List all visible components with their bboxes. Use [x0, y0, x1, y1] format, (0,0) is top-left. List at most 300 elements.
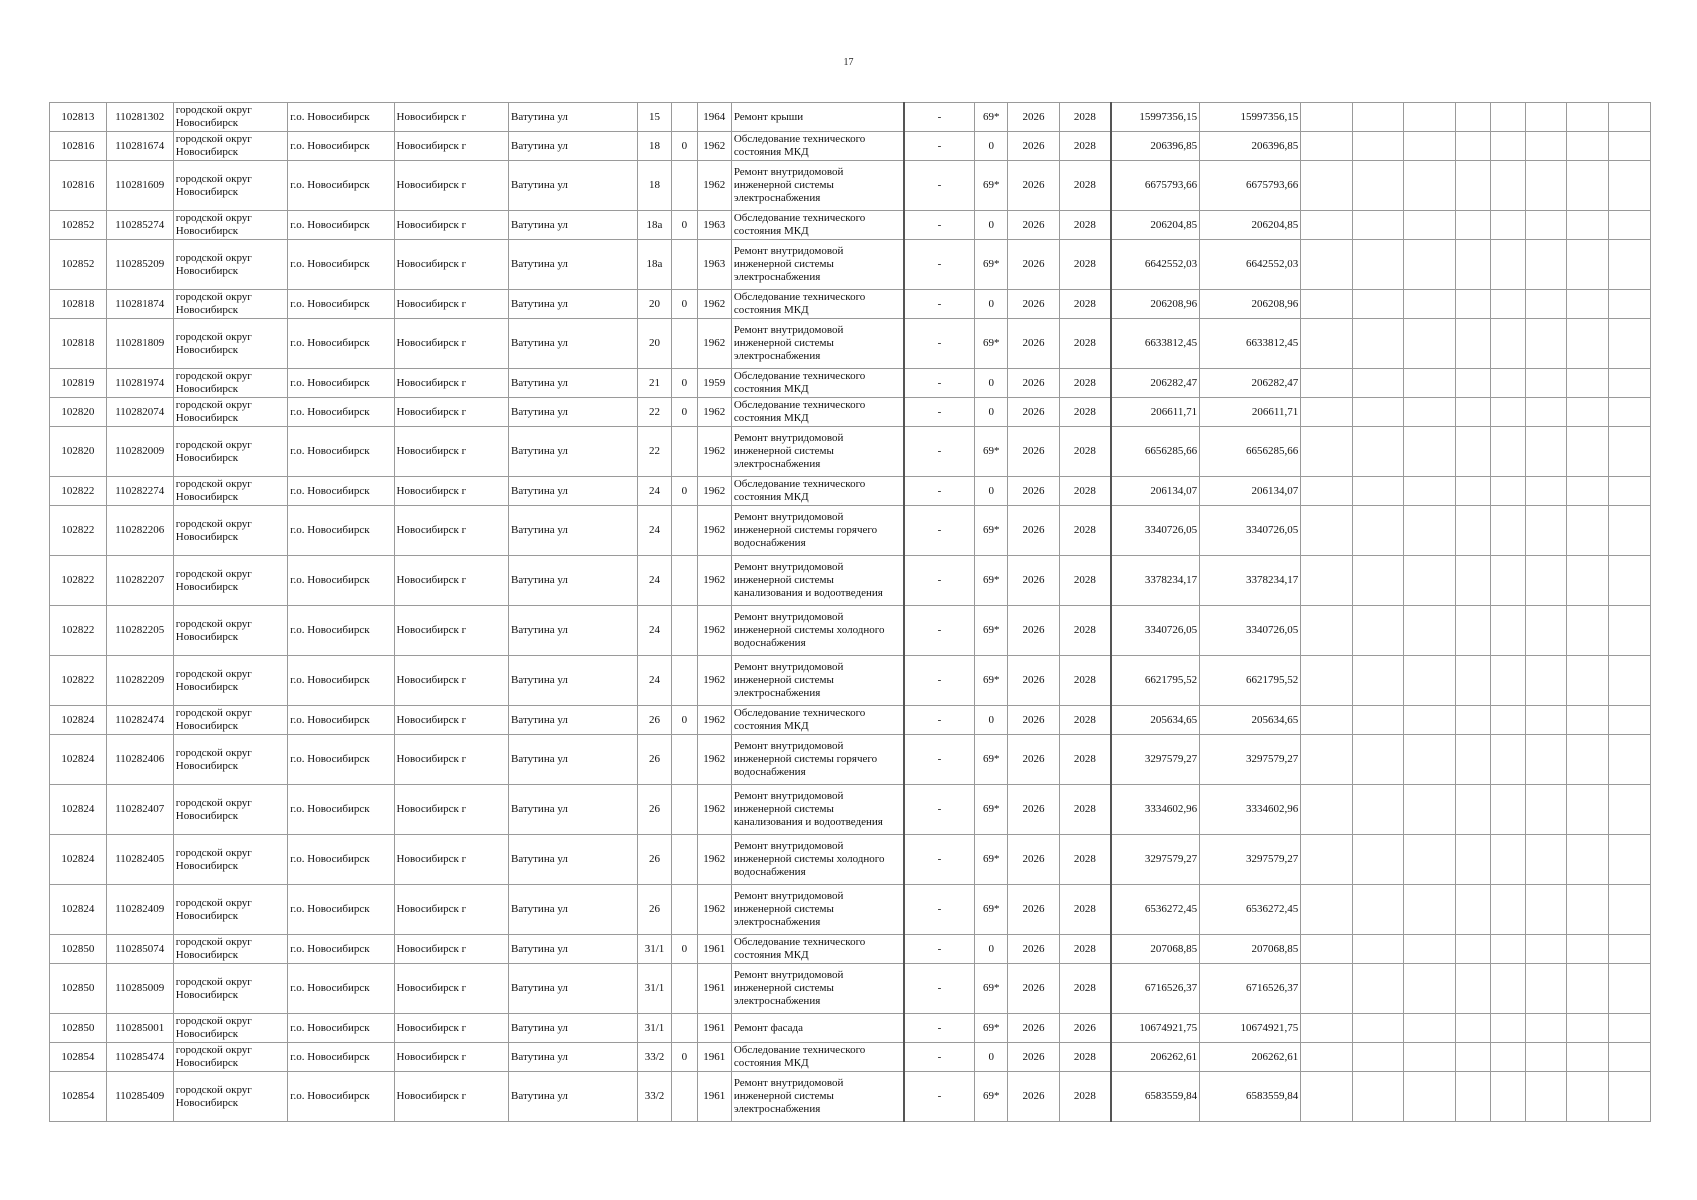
cell-building: [672, 1072, 698, 1122]
cell-empty: [1404, 319, 1456, 369]
cell-year: 1962: [697, 427, 731, 477]
cell-empty: [1491, 211, 1526, 240]
cell-empty: [1455, 427, 1490, 477]
cell-sum1: 6656285,66: [1111, 427, 1200, 477]
table-row: [50, 132, 1651, 161]
cell-sum1: 3378234,17: [1111, 556, 1200, 606]
cell-empty: [1301, 240, 1353, 290]
cell-empty: [1404, 606, 1456, 656]
cell-empty: [1526, 964, 1567, 1014]
cell-building: [672, 161, 698, 211]
cell-empty: [1526, 103, 1567, 132]
cell-municipality: г.о. Новосибирск: [288, 785, 394, 835]
cell-building: 0: [672, 935, 698, 964]
cell-empty: [1352, 656, 1404, 706]
cell-street: Ватутина ул: [509, 1072, 638, 1122]
cell-sum1: 206134,07: [1111, 477, 1200, 506]
cell-empty: [1301, 785, 1353, 835]
cell-empty: [1526, 556, 1567, 606]
cell-code: 110285274: [106, 211, 173, 240]
cell-house: 18а: [637, 240, 671, 290]
cell-sum1: 206396,85: [1111, 132, 1200, 161]
cell-empty: [1404, 211, 1456, 240]
cell-code: 110282409: [106, 885, 173, 935]
cell-street: Ватутина ул: [509, 735, 638, 785]
cell-house: 26: [637, 785, 671, 835]
cell-empty: [1491, 656, 1526, 706]
cell-empty: [1404, 1072, 1456, 1122]
cell-empty: [1455, 132, 1490, 161]
cell-empty: [1455, 369, 1490, 398]
cell-house: 33/2: [637, 1072, 671, 1122]
cell-municipality: г.о. Новосибирск: [288, 506, 394, 556]
cell-year: 1962: [697, 319, 731, 369]
cell-end: 2028: [1059, 1072, 1111, 1122]
cell-area: 0: [975, 477, 1008, 506]
cell-city: Новосибирск г: [394, 161, 509, 211]
cell-district: городской округ Новосибирск: [173, 369, 288, 398]
cell-sum1: 6633812,45: [1111, 319, 1200, 369]
cell-district: городской округ Новосибирск: [173, 1014, 288, 1043]
cell-empty: [1404, 656, 1456, 706]
cell-end: 2028: [1059, 290, 1111, 319]
cell-sum2: 206204,85: [1200, 211, 1301, 240]
cell-area: 69*: [975, 506, 1008, 556]
cell-id: 102822: [50, 606, 107, 656]
cell-building: 0: [672, 290, 698, 319]
cell-sum1: 15997356,15: [1111, 103, 1200, 132]
cell-year: 1959: [697, 369, 731, 398]
cell-building: [672, 506, 698, 556]
cell-municipality: г.о. Новосибирск: [288, 1072, 394, 1122]
cell-start: 2026: [1008, 706, 1060, 735]
cell-area: 69*: [975, 161, 1008, 211]
cell-code: 110281674: [106, 132, 173, 161]
cell-empty: [1352, 477, 1404, 506]
cell-sum2: 15997356,15: [1200, 103, 1301, 132]
cell-building: [672, 319, 698, 369]
cell-start: 2026: [1008, 211, 1060, 240]
cell-district: городской округ Новосибирск: [173, 656, 288, 706]
cell-house: 20: [637, 290, 671, 319]
cell-year: 1962: [697, 735, 731, 785]
cell-area: 69*: [975, 319, 1008, 369]
cell-empty: [1567, 835, 1608, 885]
cell-empty: [1567, 211, 1608, 240]
cell-street: Ватутина ул: [509, 556, 638, 606]
cell-end: 2028: [1059, 240, 1111, 290]
cell-empty: [1455, 240, 1490, 290]
cell-sum1: 6642552,03: [1111, 240, 1200, 290]
cell-sum1: 206282,47: [1111, 369, 1200, 398]
cell-empty: [1526, 506, 1567, 556]
cell-building: [672, 240, 698, 290]
cell-start: 2026: [1008, 656, 1060, 706]
cell-empty: [1491, 1014, 1526, 1043]
cell-city: Новосибирск г: [394, 1014, 509, 1043]
cell-start: 2026: [1008, 319, 1060, 369]
cell-empty: [1526, 885, 1567, 935]
cell-empty: [1491, 706, 1526, 735]
cell-work: Обследование технического состояния МКД: [731, 1043, 903, 1072]
cell-empty: [1491, 132, 1526, 161]
cell-work: Ремонт внутридомовой инженерной системы электроснабжения: [731, 885, 903, 935]
cell-dash: -: [904, 935, 975, 964]
cell-code: 110281609: [106, 161, 173, 211]
cell-empty: [1608, 477, 1650, 506]
cell-building: [672, 103, 698, 132]
cell-code: 110281302: [106, 103, 173, 132]
cell-empty: [1491, 935, 1526, 964]
cell-dash: -: [904, 785, 975, 835]
cell-district: городской округ Новосибирск: [173, 506, 288, 556]
cell-house: 24: [637, 556, 671, 606]
cell-empty: [1567, 935, 1608, 964]
cell-code: 110282407: [106, 785, 173, 835]
cell-dash: -: [904, 885, 975, 935]
cell-district: городской округ Новосибирск: [173, 556, 288, 606]
cell-id: 102818: [50, 290, 107, 319]
table-row: [50, 1043, 1651, 1072]
cell-municipality: г.о. Новосибирск: [288, 556, 394, 606]
cell-empty: [1301, 319, 1353, 369]
cell-municipality: г.о. Новосибирск: [288, 161, 394, 211]
cell-house: 26: [637, 835, 671, 885]
cell-work: Ремонт внутридомовой инженерной системы канализования и водоотведения: [731, 556, 903, 606]
cell-empty: [1352, 103, 1404, 132]
cell-empty: [1455, 606, 1490, 656]
cell-building: 0: [672, 477, 698, 506]
cell-empty: [1526, 240, 1567, 290]
cell-empty: [1301, 161, 1353, 211]
cell-year: 1962: [697, 556, 731, 606]
cell-building: 0: [672, 1043, 698, 1072]
cell-end: 2026: [1059, 1014, 1111, 1043]
cell-city: Новосибирск г: [394, 606, 509, 656]
cell-street: Ватутина ул: [509, 427, 638, 477]
cell-id: 102822: [50, 656, 107, 706]
cell-end: 2028: [1059, 735, 1111, 785]
cell-house: 15: [637, 103, 671, 132]
cell-empty: [1526, 1043, 1567, 1072]
cell-street: Ватутина ул: [509, 656, 638, 706]
cell-end: 2028: [1059, 964, 1111, 1014]
cell-empty: [1526, 477, 1567, 506]
cell-street: Ватутина ул: [509, 240, 638, 290]
cell-end: 2028: [1059, 132, 1111, 161]
cell-empty: [1526, 1072, 1567, 1122]
cell-area: 69*: [975, 606, 1008, 656]
table-row: [50, 103, 1651, 132]
cell-sum1: 6536272,45: [1111, 885, 1200, 935]
cell-municipality: г.о. Новосибирск: [288, 103, 394, 132]
cell-year: 1962: [697, 606, 731, 656]
cell-municipality: г.о. Новосибирск: [288, 290, 394, 319]
cell-sum2: 3297579,27: [1200, 835, 1301, 885]
cell-sum1: 3340726,05: [1111, 606, 1200, 656]
cell-empty: [1608, 964, 1650, 1014]
cell-street: Ватутина ул: [509, 477, 638, 506]
cell-empty: [1455, 964, 1490, 1014]
cell-id: 102813: [50, 103, 107, 132]
table-row: [50, 398, 1651, 427]
cell-id: 102820: [50, 427, 107, 477]
cell-municipality: г.о. Новосибирск: [288, 369, 394, 398]
cell-empty: [1567, 398, 1608, 427]
cell-id: 102824: [50, 785, 107, 835]
cell-municipality: г.о. Новосибирск: [288, 735, 394, 785]
cell-district: городской округ Новосибирск: [173, 785, 288, 835]
cell-empty: [1491, 398, 1526, 427]
cell-year: 1963: [697, 211, 731, 240]
cell-city: Новосибирск г: [394, 103, 509, 132]
cell-empty: [1404, 1043, 1456, 1072]
cell-work: Ремонт крыши: [731, 103, 903, 132]
cell-dash: -: [904, 706, 975, 735]
cell-year: 1962: [697, 398, 731, 427]
cell-empty: [1608, 656, 1650, 706]
cell-work: Ремонт внутридомовой инженерной системы электроснабжения: [731, 161, 903, 211]
cell-code: 110282406: [106, 735, 173, 785]
cell-empty: [1608, 290, 1650, 319]
cell-empty: [1455, 290, 1490, 319]
cell-house: 18: [637, 132, 671, 161]
cell-sum1: 206208,96: [1111, 290, 1200, 319]
cell-house: 18а: [637, 211, 671, 240]
cell-sum2: 206208,96: [1200, 290, 1301, 319]
table-row: [50, 1014, 1651, 1043]
cell-empty: [1491, 835, 1526, 885]
cell-building: [672, 885, 698, 935]
cell-sum1: 3340726,05: [1111, 506, 1200, 556]
cell-sum2: 3340726,05: [1200, 506, 1301, 556]
cell-empty: [1301, 1014, 1353, 1043]
cell-empty: [1608, 606, 1650, 656]
cell-empty: [1491, 606, 1526, 656]
cell-year: 1961: [697, 964, 731, 1014]
cell-start: 2026: [1008, 477, 1060, 506]
cell-year: 1962: [697, 506, 731, 556]
cell-empty: [1526, 369, 1567, 398]
cell-work: Ремонт внутридомовой инженерной системы электроснабжения: [731, 319, 903, 369]
cell-city: Новосибирск г: [394, 835, 509, 885]
cell-code: 110281974: [106, 369, 173, 398]
cell-municipality: г.о. Новосибирск: [288, 964, 394, 1014]
cell-dash: -: [904, 835, 975, 885]
cell-id: 102822: [50, 477, 107, 506]
cell-street: Ватутина ул: [509, 1043, 638, 1072]
cell-dash: -: [904, 477, 975, 506]
cell-empty: [1404, 398, 1456, 427]
cell-area: 69*: [975, 656, 1008, 706]
cell-area: 69*: [975, 240, 1008, 290]
cell-district: городской округ Новосибирск: [173, 132, 288, 161]
cell-end: 2028: [1059, 103, 1111, 132]
cell-start: 2026: [1008, 556, 1060, 606]
cell-house: 24: [637, 656, 671, 706]
cell-municipality: г.о. Новосибирск: [288, 1014, 394, 1043]
cell-house: 21: [637, 369, 671, 398]
cell-empty: [1567, 556, 1608, 606]
cell-id: 102854: [50, 1043, 107, 1072]
cell-code: 110282206: [106, 506, 173, 556]
cell-building: [672, 964, 698, 1014]
cell-empty: [1455, 477, 1490, 506]
cell-empty: [1301, 290, 1353, 319]
cell-end: 2028: [1059, 319, 1111, 369]
cell-empty: [1455, 656, 1490, 706]
cell-empty: [1526, 1014, 1567, 1043]
cell-empty: [1352, 211, 1404, 240]
cell-sum2: 207068,85: [1200, 935, 1301, 964]
cell-area: 0: [975, 398, 1008, 427]
cell-empty: [1404, 161, 1456, 211]
cell-empty: [1352, 240, 1404, 290]
cell-end: 2028: [1059, 785, 1111, 835]
cell-city: Новосибирск г: [394, 319, 509, 369]
cell-empty: [1491, 556, 1526, 606]
cell-id: 102822: [50, 506, 107, 556]
cell-street: Ватутина ул: [509, 1014, 638, 1043]
cell-sum2: 6536272,45: [1200, 885, 1301, 935]
cell-street: Ватутина ул: [509, 369, 638, 398]
cell-work: Обследование технического состояния МКД: [731, 398, 903, 427]
cell-sum1: 6716526,37: [1111, 964, 1200, 1014]
cell-empty: [1526, 606, 1567, 656]
cell-empty: [1526, 132, 1567, 161]
cell-city: Новосибирск г: [394, 785, 509, 835]
cell-work: Ремонт внутридомовой инженерной системы электроснабжения: [731, 427, 903, 477]
cell-id: 102822: [50, 556, 107, 606]
cell-empty: [1608, 398, 1650, 427]
cell-city: Новосибирск г: [394, 398, 509, 427]
cell-empty: [1608, 885, 1650, 935]
cell-empty: [1608, 369, 1650, 398]
cell-end: 2028: [1059, 706, 1111, 735]
cell-area: 0: [975, 369, 1008, 398]
cell-city: Новосибирск г: [394, 556, 509, 606]
cell-sum2: 206396,85: [1200, 132, 1301, 161]
cell-sum2: 6583559,84: [1200, 1072, 1301, 1122]
cell-end: 2028: [1059, 477, 1111, 506]
cell-end: 2028: [1059, 506, 1111, 556]
cell-empty: [1404, 103, 1456, 132]
cell-empty: [1301, 964, 1353, 1014]
cell-start: 2026: [1008, 1072, 1060, 1122]
cell-end: 2028: [1059, 935, 1111, 964]
table-row: [50, 935, 1651, 964]
table-row: [50, 735, 1651, 785]
cell-sum1: 3334602,96: [1111, 785, 1200, 835]
cell-code: 110282205: [106, 606, 173, 656]
cell-empty: [1608, 103, 1650, 132]
cell-year: 1962: [697, 161, 731, 211]
cell-empty: [1526, 835, 1567, 885]
cell-empty: [1567, 706, 1608, 735]
cell-municipality: г.о. Новосибирск: [288, 398, 394, 427]
cell-start: 2026: [1008, 240, 1060, 290]
cell-empty: [1404, 240, 1456, 290]
cell-dash: -: [904, 132, 975, 161]
cell-empty: [1301, 398, 1353, 427]
cell-empty: [1608, 835, 1650, 885]
cell-municipality: г.о. Новосибирск: [288, 319, 394, 369]
cell-work: Обследование технического состояния МКД: [731, 132, 903, 161]
cell-year: 1964: [697, 103, 731, 132]
cell-dash: -: [904, 369, 975, 398]
cell-street: Ватутина ул: [509, 211, 638, 240]
cell-district: городской округ Новосибирск: [173, 885, 288, 935]
cell-empty: [1301, 556, 1353, 606]
cell-municipality: г.о. Новосибирск: [288, 935, 394, 964]
cell-district: городской округ Новосибирск: [173, 735, 288, 785]
cell-work: Ремонт внутридомовой инженерной системы холодного водоснабжения: [731, 835, 903, 885]
cell-start: 2026: [1008, 290, 1060, 319]
cell-dash: -: [904, 656, 975, 706]
cell-code: 110282207: [106, 556, 173, 606]
cell-empty: [1608, 132, 1650, 161]
cell-start: 2026: [1008, 506, 1060, 556]
cell-empty: [1352, 556, 1404, 606]
cell-empty: [1352, 290, 1404, 319]
cell-end: 2028: [1059, 369, 1111, 398]
cell-empty: [1404, 706, 1456, 735]
cell-empty: [1404, 132, 1456, 161]
cell-empty: [1301, 1043, 1353, 1072]
cell-empty: [1352, 835, 1404, 885]
cell-city: Новосибирск г: [394, 735, 509, 785]
cell-end: 2028: [1059, 398, 1111, 427]
cell-empty: [1608, 240, 1650, 290]
cell-empty: [1608, 706, 1650, 735]
cell-area: 0: [975, 935, 1008, 964]
cell-city: Новосибирск г: [394, 477, 509, 506]
cell-code: 110281874: [106, 290, 173, 319]
cell-street: Ватутина ул: [509, 319, 638, 369]
cell-empty: [1301, 935, 1353, 964]
cell-building: 0: [672, 211, 698, 240]
cell-house: 31/1: [637, 1014, 671, 1043]
cell-empty: [1352, 885, 1404, 935]
cell-house: 31/1: [637, 935, 671, 964]
cell-code: 110282274: [106, 477, 173, 506]
cell-empty: [1608, 935, 1650, 964]
cell-empty: [1526, 290, 1567, 319]
cell-sum1: 206204,85: [1111, 211, 1200, 240]
cell-city: Новосибирск г: [394, 1043, 509, 1072]
cell-district: городской округ Новосибирск: [173, 1043, 288, 1072]
cell-empty: [1301, 427, 1353, 477]
cell-empty: [1526, 427, 1567, 477]
cell-empty: [1455, 211, 1490, 240]
cell-id: 102818: [50, 319, 107, 369]
cell-street: Ватутина ул: [509, 785, 638, 835]
cell-municipality: г.о. Новосибирск: [288, 1043, 394, 1072]
table-row: [50, 477, 1651, 506]
table-row: [50, 706, 1651, 735]
cell-city: Новосибирск г: [394, 935, 509, 964]
cell-building: [672, 1014, 698, 1043]
cell-sum2: 6633812,45: [1200, 319, 1301, 369]
cell-dash: -: [904, 240, 975, 290]
table-row: [50, 211, 1651, 240]
cell-district: городской округ Новосибирск: [173, 1072, 288, 1122]
cell-start: 2026: [1008, 1014, 1060, 1043]
cell-dash: -: [904, 964, 975, 1014]
cell-id: 102820: [50, 398, 107, 427]
table-row: [50, 656, 1651, 706]
cell-dash: -: [904, 290, 975, 319]
